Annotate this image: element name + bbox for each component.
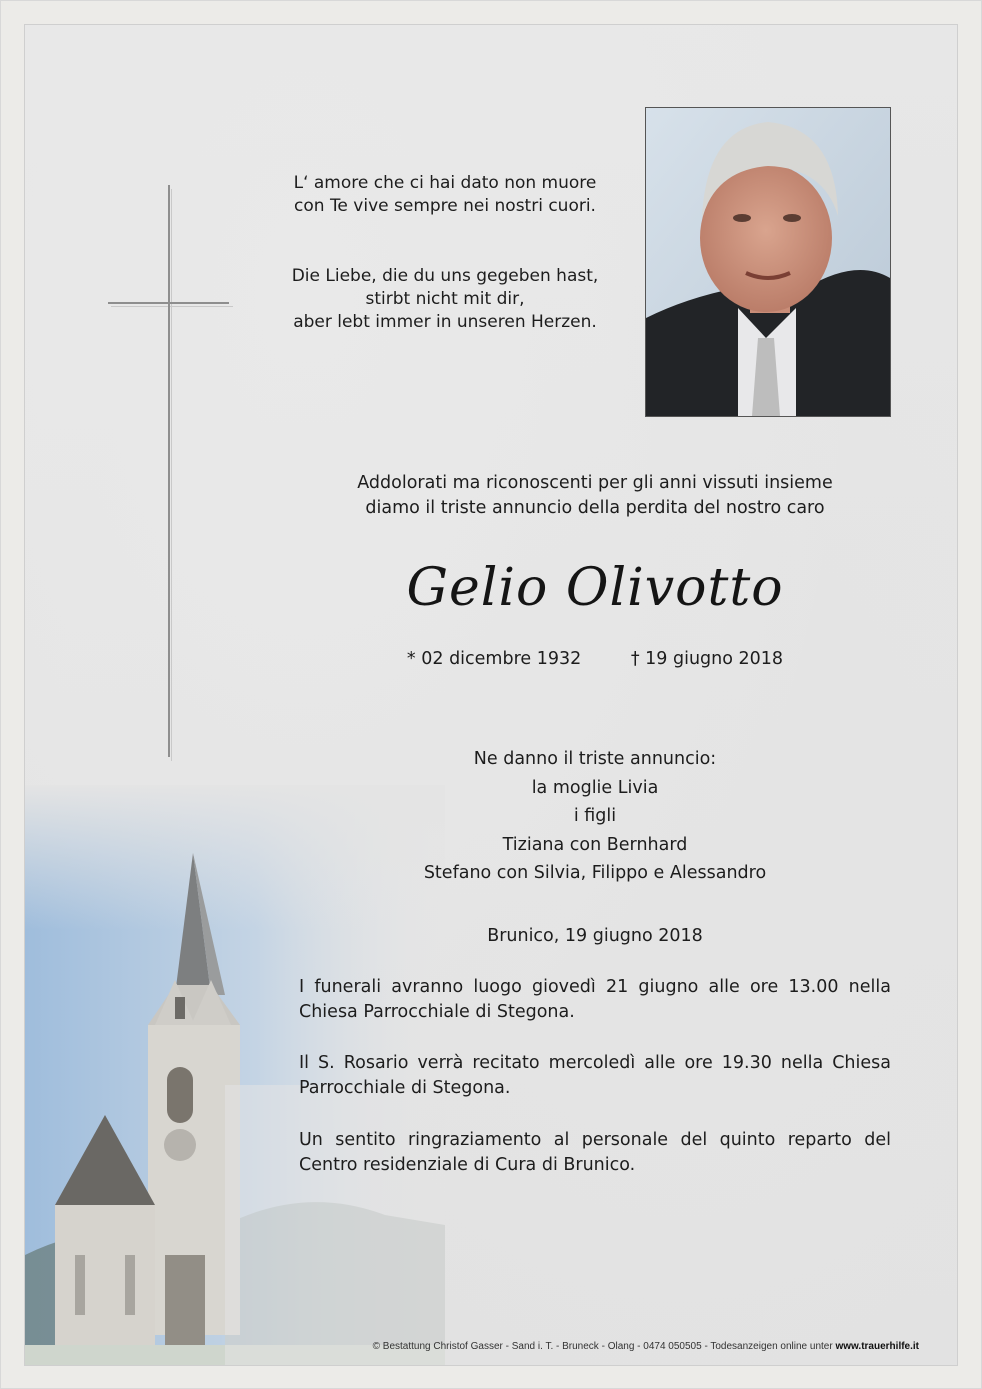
cross-shadow-horizontal	[111, 306, 233, 307]
rosary-info: Il S. Rosario verrà recitato mercoledì alle ore 19.30 nella Chiesa Parrocchiale di Stegona.	[299, 1053, 891, 1098]
portrait-photo	[645, 107, 891, 417]
thanks-note: Un sentito ringraziamento al personale del quinto reparto del Centro residenziale di Cura di Brunico.	[299, 1130, 891, 1175]
verse-line: aber lebt immer in unseren Herzen.	[293, 312, 597, 332]
verse-german	[275, 265, 615, 334]
verse-line: L‘ amore che ci hai dato non muore	[293, 173, 597, 193]
verse-line: stirbt nicht mit dir,	[365, 289, 525, 309]
mourner-line: la moglie Livia	[531, 777, 659, 798]
intro-line: diamo il triste annuncio della perdita del nostro caro	[365, 498, 825, 518]
cross-shadow-vertical	[171, 189, 172, 761]
intro-line: Addolorati ma riconoscenti per gli anni vissuti insieme	[357, 473, 833, 493]
footer-website-link[interactable]: www.trauerhilfe.it	[835, 1341, 919, 1352]
verse-italian	[275, 172, 615, 218]
mourner-line: Tiziana con Bernhard	[502, 834, 688, 855]
footer-credit	[299, 1341, 919, 1352]
mourners-list	[325, 745, 865, 888]
mourner-line: Ne danno il triste annuncio:	[473, 749, 717, 769]
funeral-info: I funerali avranno luogo giovedì 21 giugno alle ore 13.00 nella Chiesa Parrocchiale di Stegona.	[299, 977, 891, 1022]
deceased-name: Gelio Olivotto	[406, 558, 784, 618]
birth-date: * 02 dicembre 1932	[406, 649, 582, 669]
footer-text: © Bestattung Christof Gasser - Sand i. T. - Bruneck - Olang - 0474 050505 - Todesanzeigen online unter	[372, 1341, 836, 1352]
verse-line: Die Liebe, die du uns gegeben hast,	[291, 266, 599, 286]
mourner-line: Stefano con Silvia, Filippo e Alessandro	[423, 863, 767, 883]
verse-line: con Te vive sempre nei nostri cuori.	[294, 196, 596, 216]
announcement-intro	[325, 471, 865, 521]
cross-horizontal-bar	[108, 302, 229, 304]
life-dates	[325, 649, 865, 669]
cross-vertical-bar	[168, 185, 170, 757]
place-date: Brunico, 19 giugno 2018	[487, 926, 703, 946]
death-date: † 19 giugno 2018	[630, 649, 784, 669]
mourner-line: i figli	[573, 806, 617, 826]
obituary-sheet	[24, 24, 958, 1366]
